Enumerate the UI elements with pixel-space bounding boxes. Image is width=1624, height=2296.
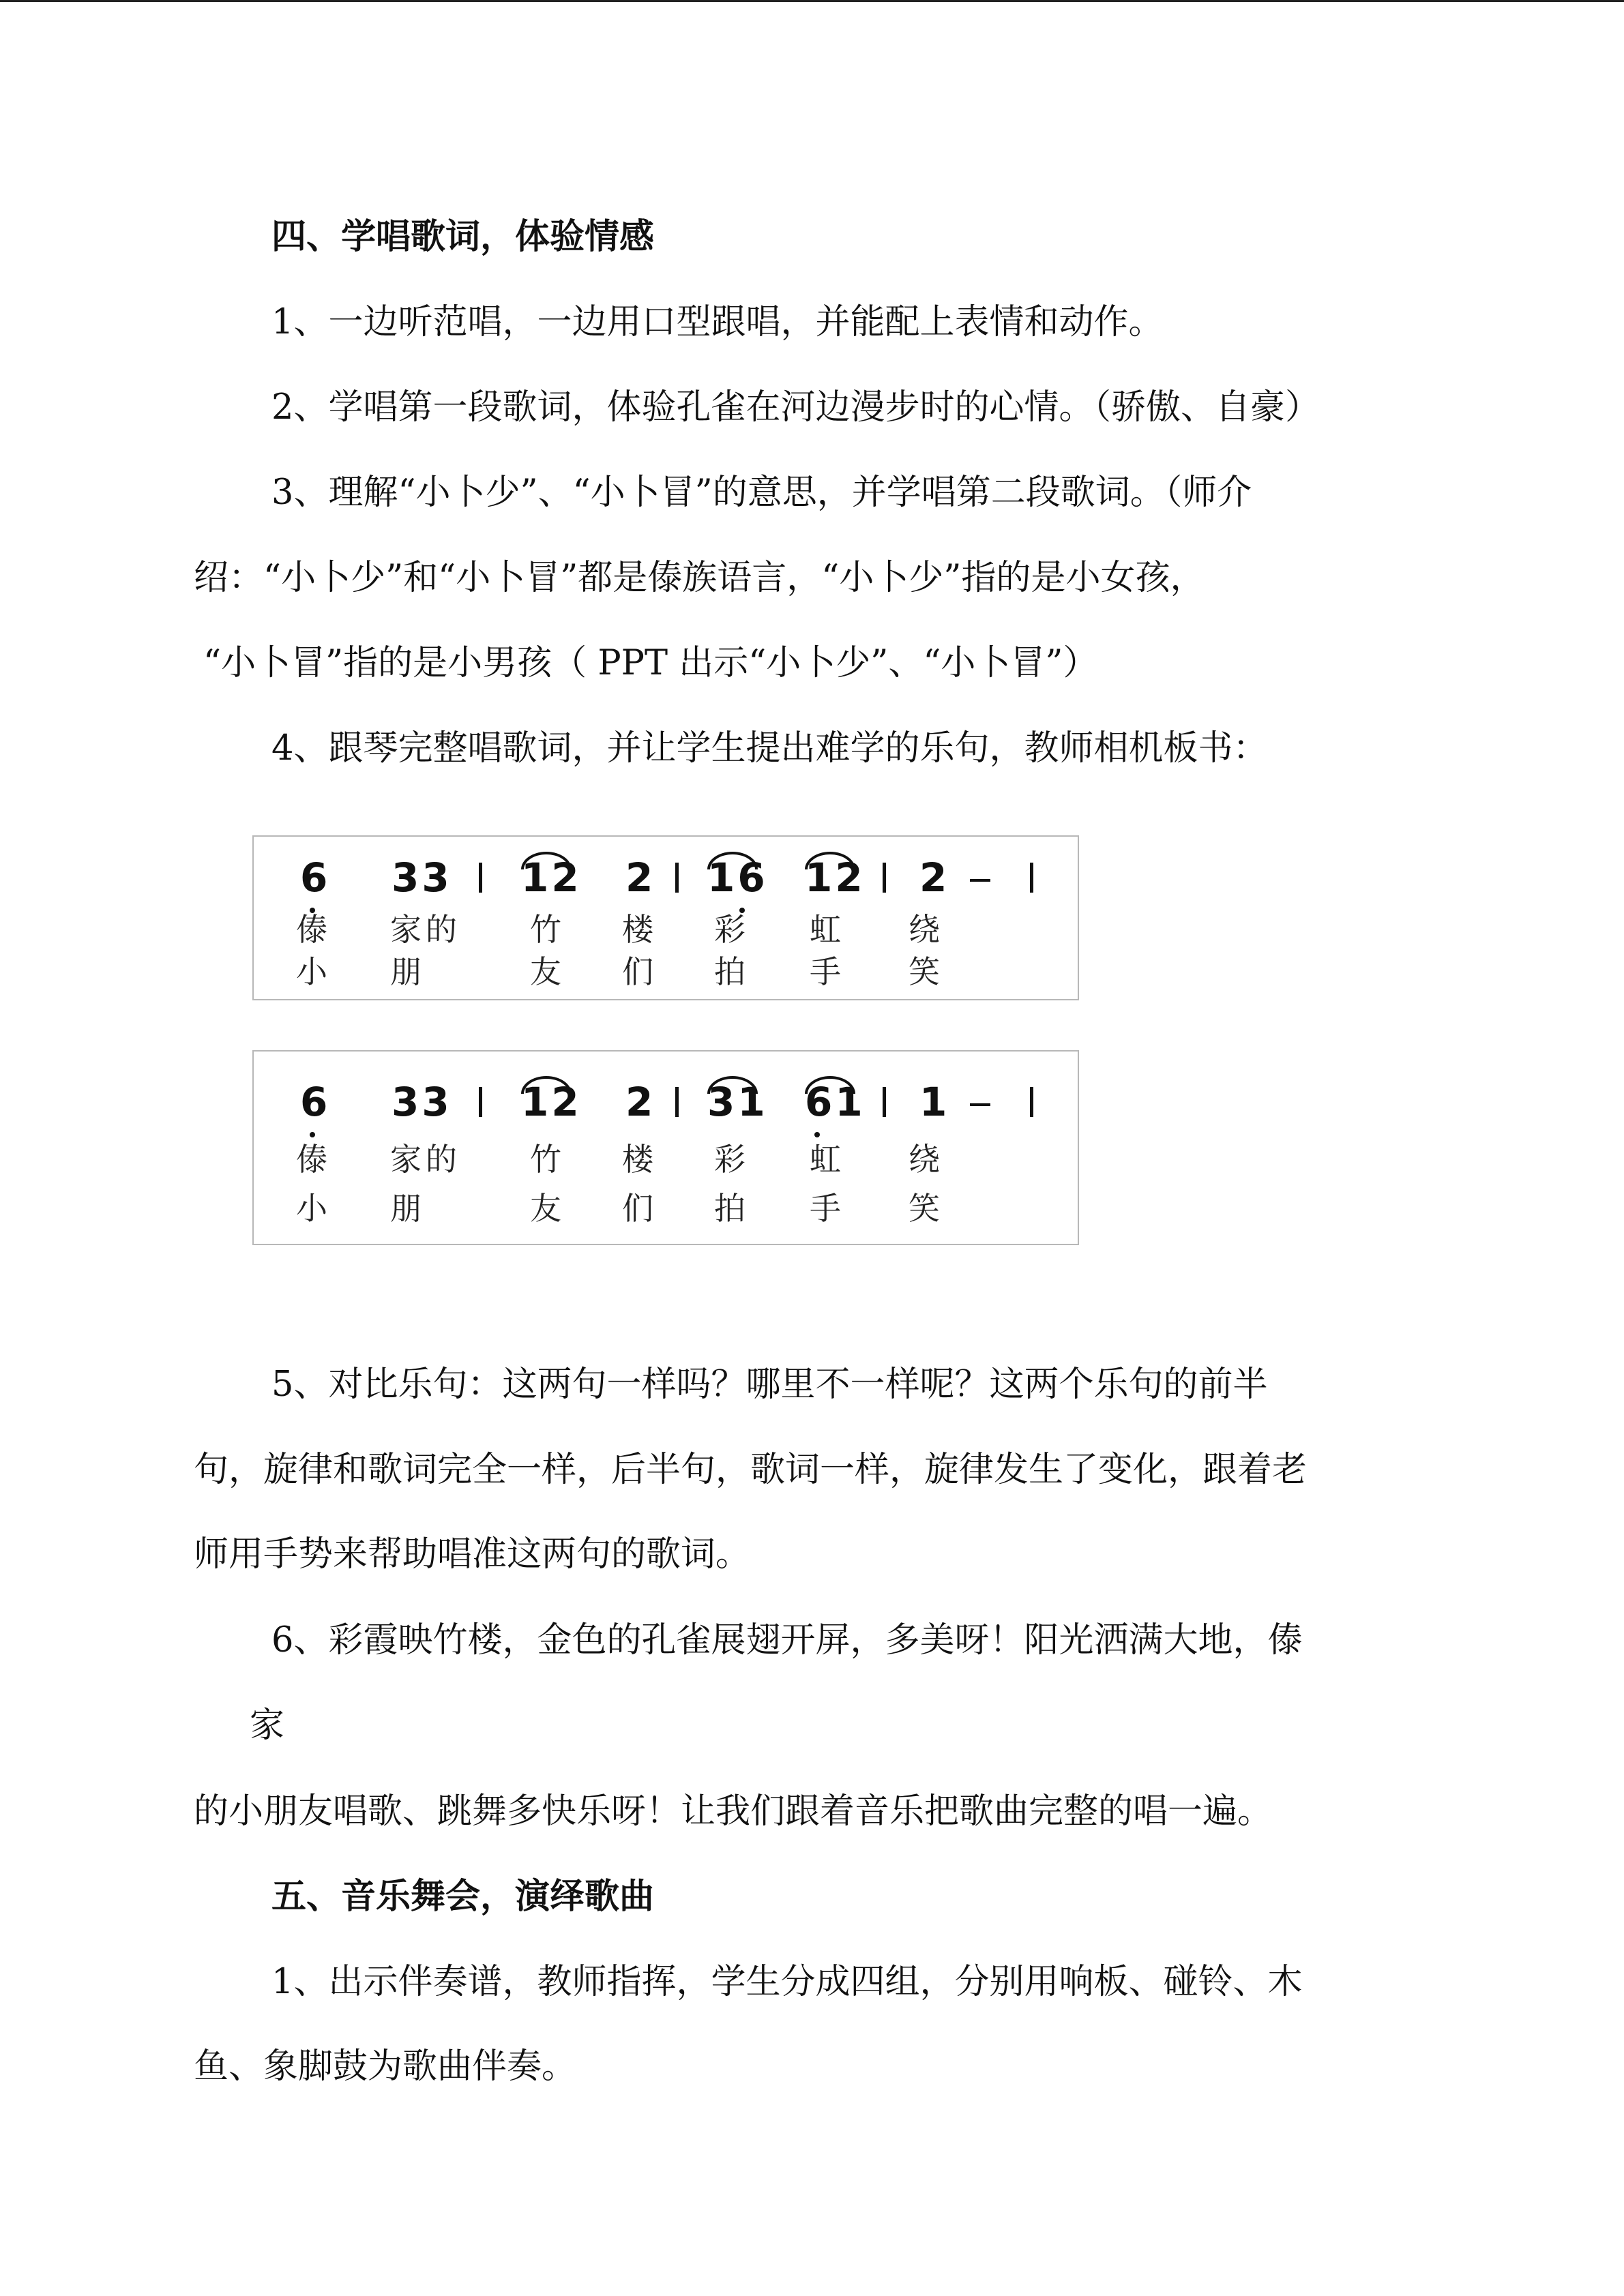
lyric: 笑 xyxy=(909,953,944,990)
extension-dash xyxy=(970,879,990,882)
notation-score-1 xyxy=(252,835,1079,1000)
lyrics-row-1 xyxy=(254,1135,1078,1176)
item-5-line-3: 师用手势来帮助唱准这两句的歌词。 xyxy=(194,1534,751,1575)
item-3-line-3: “小卜冒”指的是小男孩（ PPT 出示“小卜少”、“小卜冒”） xyxy=(203,643,1098,683)
barline xyxy=(479,1087,482,1117)
note: 33 xyxy=(392,1079,452,1125)
note: 2 xyxy=(919,854,950,901)
lyric: 们 xyxy=(622,953,658,990)
note: 12 xyxy=(805,854,866,901)
note: 6 xyxy=(300,854,331,901)
lyric: 彩 xyxy=(714,1141,750,1178)
lyric: 友 xyxy=(530,1190,565,1227)
barline xyxy=(883,1087,886,1117)
item-5-line-1: 5、对比乐句：这两句一样吗？哪里不一样呢？这两个乐句的前半 xyxy=(271,1365,1268,1405)
top-border-line xyxy=(0,0,1624,2)
note: 61 xyxy=(805,1079,866,1125)
lyric: 绕 xyxy=(909,911,944,948)
section4-heading: 四、学唱歌词，体验情感 xyxy=(271,216,655,257)
item-5-line-2: 句，旋律和歌词完全一样，后半句，歌词一样，旋律发生了变化，跟着老 xyxy=(194,1450,1308,1490)
item-6-line-2: 家 xyxy=(250,1705,285,1746)
lyric: 朋 xyxy=(390,1190,426,1227)
note: 2 xyxy=(625,854,656,901)
lyric: 楼 xyxy=(622,911,658,948)
lyric: 友 xyxy=(530,953,565,990)
item-3-line-2: 绍：“小卜少”和“小卜冒”都是傣族语言，“小卜少”指的是小女孩， xyxy=(194,558,1205,598)
notation-score-2 xyxy=(252,1050,1079,1245)
lyric: 拍 xyxy=(714,953,750,990)
barline xyxy=(675,863,679,893)
barline xyxy=(883,863,886,893)
note: 31 xyxy=(707,1079,768,1125)
section5-item-1-line-2: 鱼、象脚鼓为歌曲伴奏。 xyxy=(194,2046,577,2087)
item-3-line-1: 3、理解“小卜少”、“小卜冒”的意思，并学唱第二段歌词。（师介 xyxy=(271,473,1252,513)
note: 12 xyxy=(521,1079,582,1125)
item-1: 1、一边听范唱，一边用口型跟唱，并能配上表情和动作。 xyxy=(271,302,1164,342)
lyric: 小 xyxy=(296,1190,331,1227)
note: 6 xyxy=(300,1079,331,1125)
lyric: 虹 xyxy=(810,1141,845,1178)
lyric: 彩 xyxy=(714,911,750,948)
barline xyxy=(1030,863,1033,893)
lyrics-row-2 xyxy=(254,947,1078,988)
lyric: 傣 xyxy=(296,911,331,948)
lyric: 傣 xyxy=(296,1141,331,1178)
lyric: 手 xyxy=(810,953,845,990)
note-row xyxy=(254,1079,1078,1127)
lyric: 竹 xyxy=(530,911,565,948)
lyric: 楼 xyxy=(622,1141,658,1178)
note: 1 xyxy=(919,1079,950,1125)
lyric: 笑 xyxy=(909,1190,944,1227)
item-6-line-3: 的小朋友唱歌、跳舞多快乐呀！让我们跟着音乐把歌曲完整的唱一遍。 xyxy=(194,1791,1273,1832)
lyric: 朋 xyxy=(390,953,426,990)
section5-item-1-line-1: 1、出示伴奏谱，教师指挥，学生分成四组，分别用响板、碰铃、木 xyxy=(271,1962,1303,2002)
item-6-line-1: 6、彩霞映竹楼，金色的孔雀展翅开屏，多美呀！阳光洒满大地，傣 xyxy=(271,1620,1303,1660)
section5-heading: 五、音乐舞会，演绎歌曲 xyxy=(271,1876,655,1917)
item-2: 2、学唱第一段歌词，体验孔雀在河边漫步时的心情。（骄傲、自豪） xyxy=(271,387,1320,428)
lyric: 虹 xyxy=(810,911,845,948)
note: 16 xyxy=(707,854,768,901)
item-4: 4、跟琴完整唱歌词，并让学生提出难学的乐句，教师相机板书： xyxy=(271,728,1268,769)
lyrics-row-1 xyxy=(254,905,1078,946)
extension-dash xyxy=(970,1103,990,1106)
barline xyxy=(1030,1087,1033,1117)
barline xyxy=(675,1087,679,1117)
lyrics-row-2 xyxy=(254,1184,1078,1225)
lyric: 绕 xyxy=(909,1141,944,1178)
barline xyxy=(479,863,482,893)
note-row xyxy=(254,854,1078,902)
lyric: 小 xyxy=(296,953,331,990)
lyric: 们 xyxy=(622,1190,658,1227)
lyric: 竹 xyxy=(530,1141,565,1178)
lyric: 家的 xyxy=(390,1141,461,1178)
note: 33 xyxy=(392,854,452,901)
note: 2 xyxy=(625,1079,656,1125)
note: 12 xyxy=(521,854,582,901)
lyric: 拍 xyxy=(714,1190,750,1227)
lyric: 家的 xyxy=(390,911,461,948)
lyric: 手 xyxy=(810,1190,845,1227)
